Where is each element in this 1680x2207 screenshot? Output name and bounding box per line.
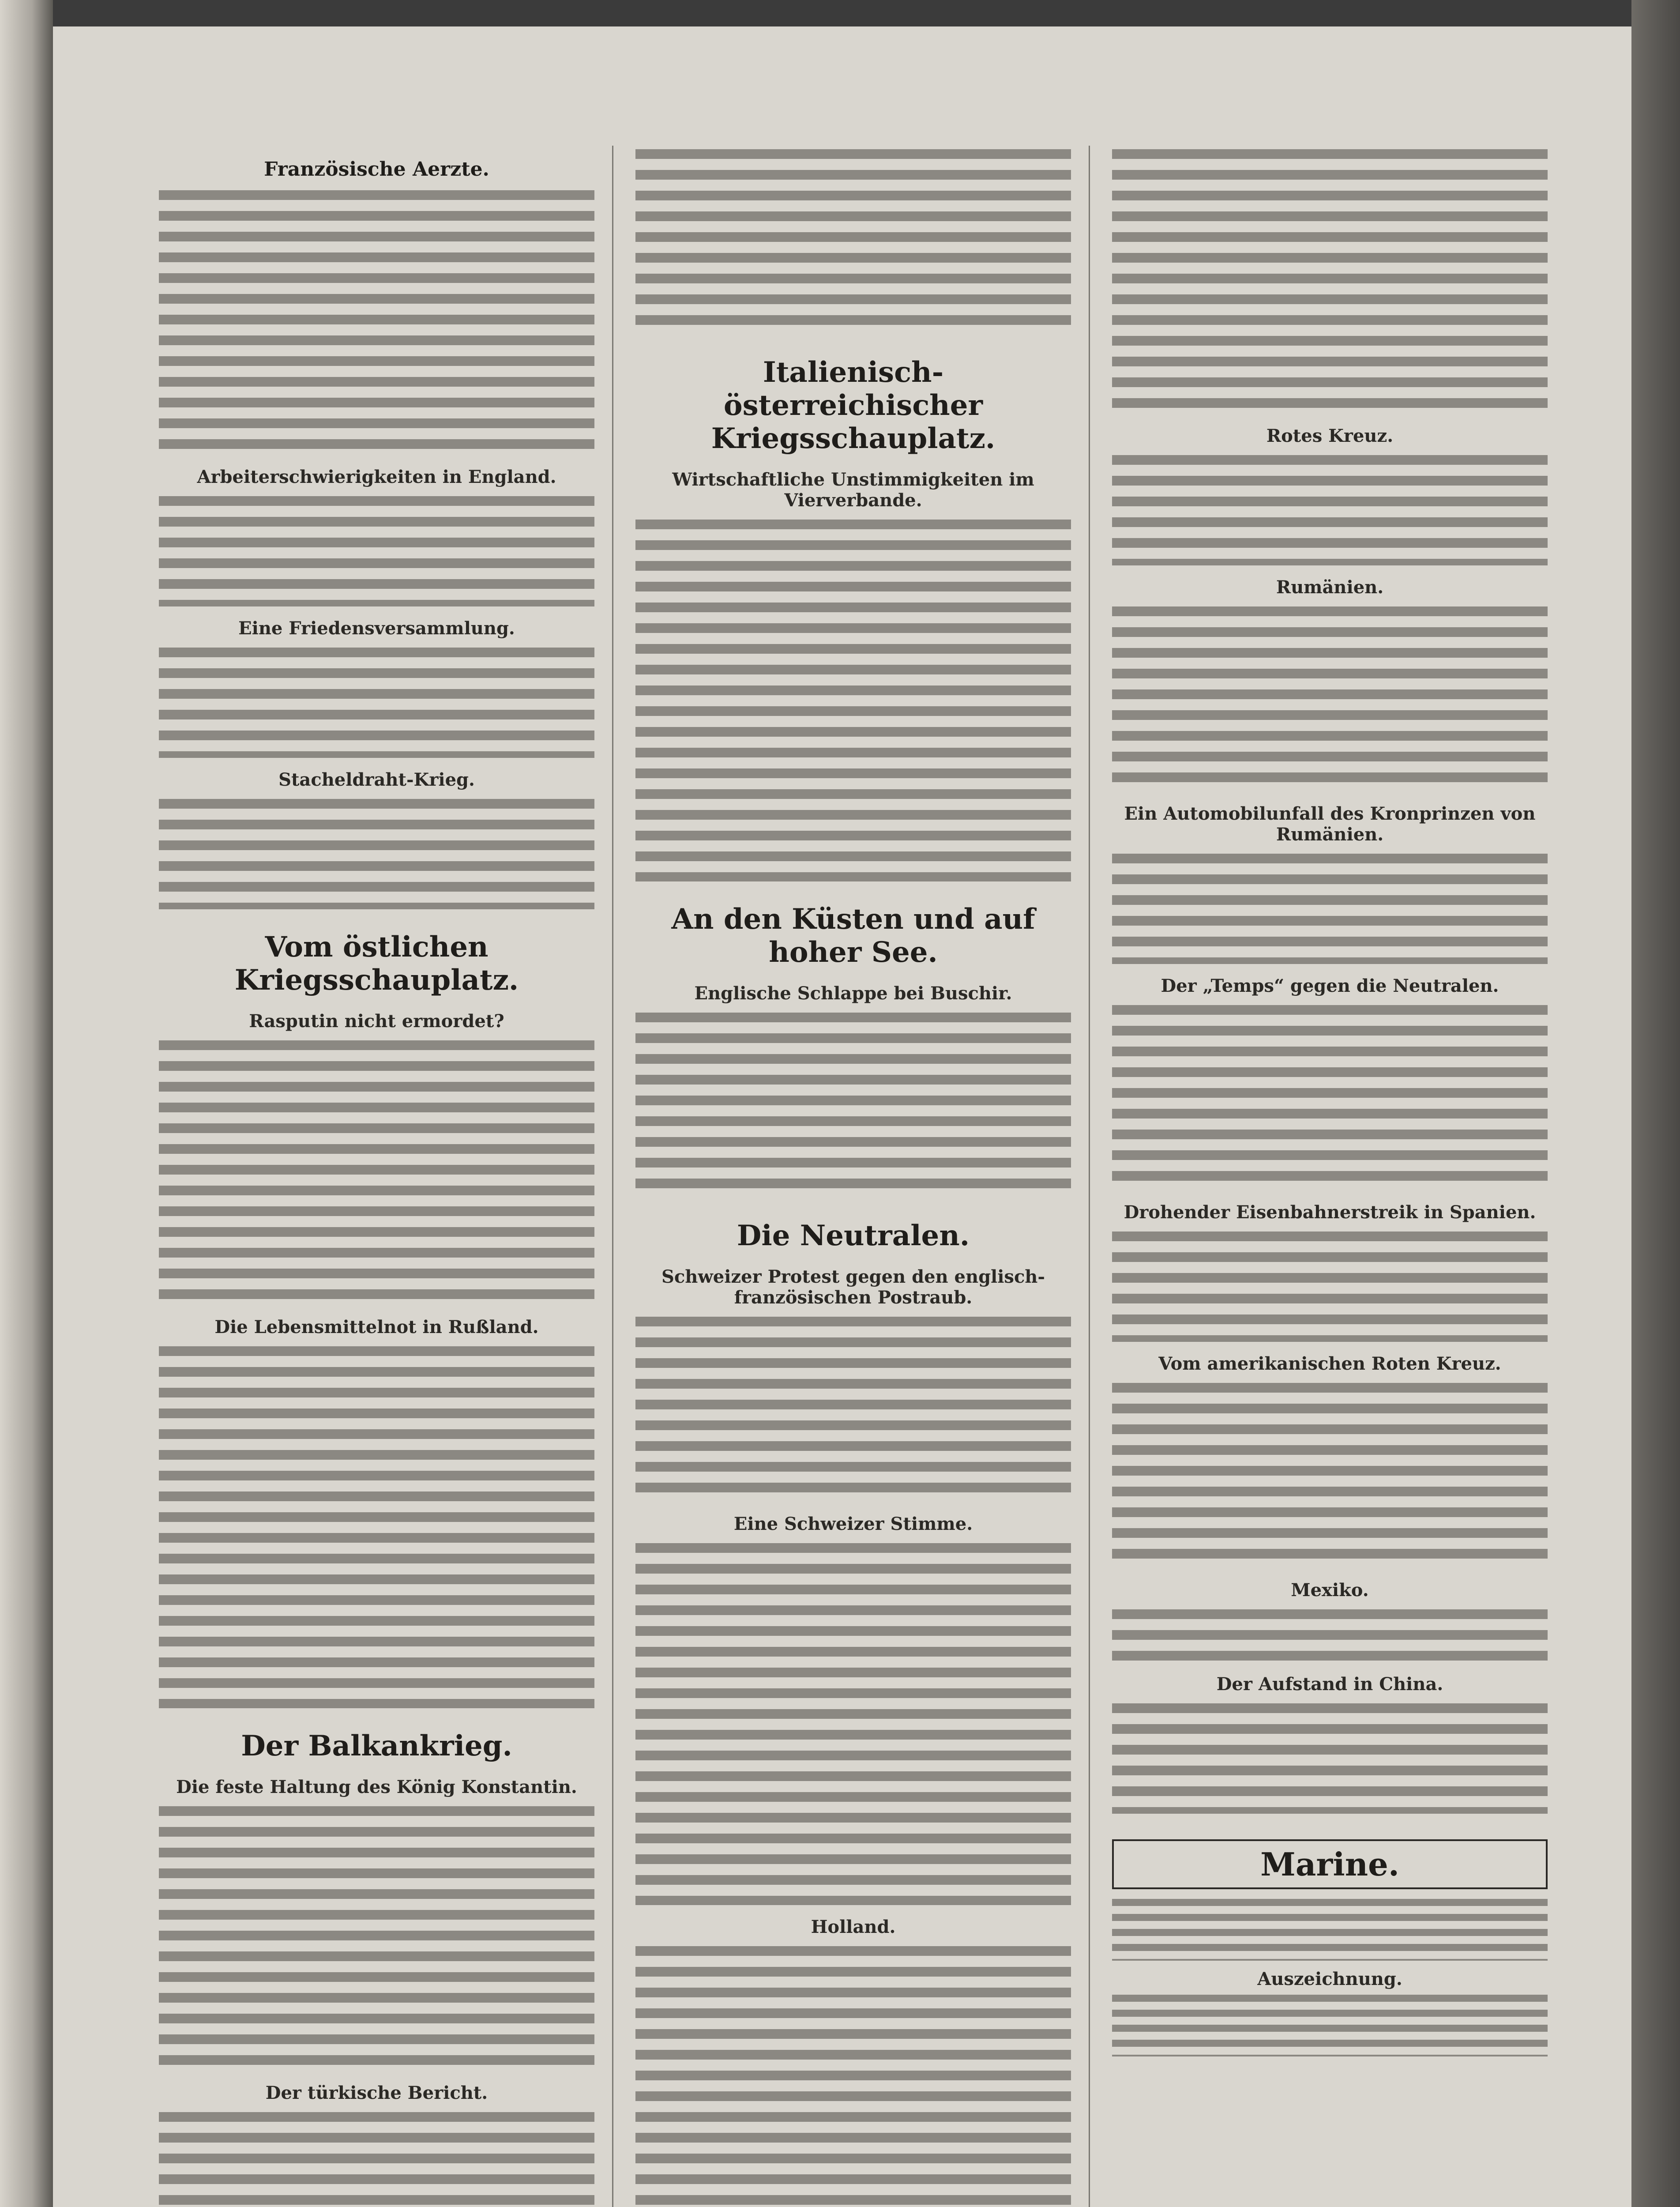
section-headline: Der Balkankrieg. xyxy=(241,1729,512,1763)
headline: Der türkische Bericht. xyxy=(265,2083,488,2103)
article-text xyxy=(159,799,594,909)
subheadline: Schweizer Protest gegen den englisch-französischen Postraub. xyxy=(661,1266,1045,1308)
headline: Mexiko. xyxy=(1291,1580,1369,1601)
headline: Arbeiterschwierigkeiten in England. xyxy=(197,467,556,487)
headline: Auszeichnung. xyxy=(1257,1969,1402,1989)
columns xyxy=(159,146,1565,2207)
article-text xyxy=(159,1346,594,1708)
article-text xyxy=(159,1806,594,2071)
headline: Holland. xyxy=(811,1917,896,1937)
headline: Der Aufstand in China. xyxy=(1216,1674,1443,1695)
article-text xyxy=(635,1317,1071,1502)
headline: Rotes Kreuz. xyxy=(1266,426,1394,446)
section-headline: Marine. xyxy=(1112,1839,1548,1889)
headline: Eine Friedensversammlung. xyxy=(238,618,515,639)
article-text xyxy=(1112,1995,1548,2056)
column-3 xyxy=(1112,146,1565,2207)
subheadline: Die feste Haltung des König Konstantin. xyxy=(176,1777,577,1797)
newspaper-page xyxy=(53,26,1631,2207)
article-text xyxy=(1112,1232,1548,1342)
article-text xyxy=(1112,149,1548,414)
headline: Die Lebensmittelnot in Rußland. xyxy=(214,1317,539,1337)
article-text xyxy=(635,1013,1071,1198)
headline: Eine Schweizer Stimme. xyxy=(733,1514,973,1534)
article-text xyxy=(1112,854,1548,964)
headline: Drohender Eisenbahnerstreik in Spanien. xyxy=(1124,1202,1536,1223)
headline: Vom amerikanischen Roten Kreuz. xyxy=(1158,1353,1501,1374)
article-text xyxy=(1112,1005,1548,1190)
headline: Ein Automobilunfall des Kronprinzen von Rumänien. xyxy=(1124,803,1536,845)
article-text xyxy=(635,1946,1071,2207)
article-text xyxy=(1112,455,1548,565)
article-text xyxy=(159,2112,594,2207)
article-text xyxy=(635,1543,1071,1905)
column-2 xyxy=(635,146,1090,2207)
marine-notes xyxy=(1112,1895,1548,2060)
headline: Französische Aerzte. xyxy=(264,158,489,181)
subheadline: Englische Schlappe bei Buschir. xyxy=(694,983,1012,1004)
article-text xyxy=(1112,1609,1548,1662)
article-text xyxy=(159,648,594,758)
scan-right-edge xyxy=(1631,0,1680,2207)
subheadline: Wirtschaftliche Unstimmigkeiten im Vierverbande. xyxy=(672,469,1034,511)
section-headline: Die Neutralen. xyxy=(737,1219,970,1252)
article-text xyxy=(159,496,594,606)
article-text xyxy=(1112,1383,1548,1568)
section-headline: An den Küsten und auf hoher See. xyxy=(671,903,1035,969)
headline: Rumänien. xyxy=(1276,577,1384,598)
column-1 xyxy=(159,146,613,2207)
headline: Der „Temps“ gegen die Neutralen. xyxy=(1161,975,1499,996)
article-text xyxy=(159,190,594,455)
article-text xyxy=(159,1040,594,1305)
scan-left-edge xyxy=(0,0,53,2207)
section-headline: Vom östlichen Kriegsschauplatz. xyxy=(234,930,519,997)
article-text xyxy=(1112,1703,1548,1814)
subheadline: Rasputin nicht ermordet? xyxy=(249,1011,504,1032)
headline: Stacheldraht-Krieg. xyxy=(278,769,475,790)
article-text xyxy=(1112,606,1548,792)
article-text xyxy=(635,520,1071,881)
article-text xyxy=(1112,1899,1548,1961)
section-headline: Italienisch-österreichischer Kriegsschauplatz. xyxy=(711,356,996,455)
article-text xyxy=(635,149,1071,335)
